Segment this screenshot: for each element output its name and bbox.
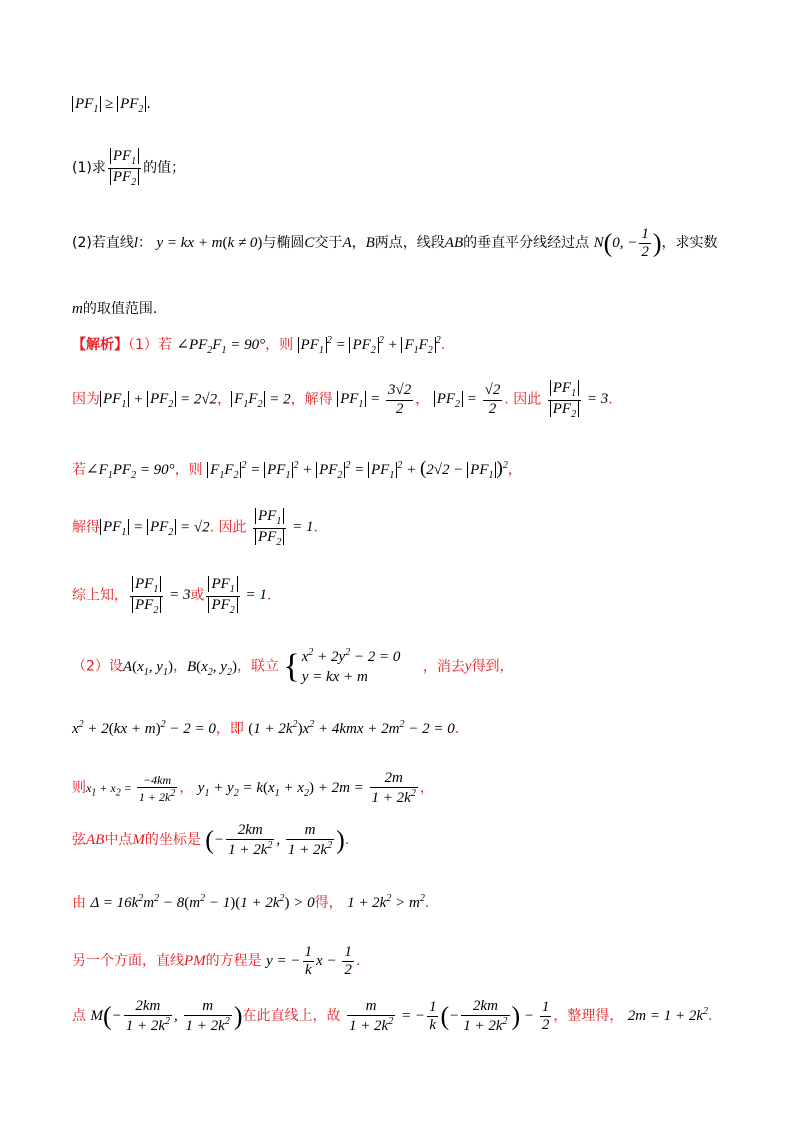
sol-on-line: 在此直线上，故 <box>242 1008 341 1025</box>
condition-line <box>72 96 151 115</box>
sol-point-a: $A(x_1$, $y_1$) <box>122 658 173 678</box>
question-2-cont <box>72 298 157 318</box>
q2-colon: ： <box>138 235 153 252</box>
sol-angle-2: $\angle F_1PF_2 = 90^\circ$ <box>86 462 175 481</box>
solution-line-8 <box>72 770 434 808</box>
sol-sum-y: $y_1 + y_2 = k(x_1 + x_2) + 2m$ = $\frac{2m}{1 + 2k^2}$ <box>197 770 416 807</box>
sol-combine: ，联立 <box>236 658 279 675</box>
sol-then-2: ，则 <box>174 462 203 478</box>
sol-midpoint: 中点 <box>104 832 133 849</box>
sol-comma: ， <box>217 391 232 408</box>
sol-coord-is: 的坐标是 <box>144 832 201 849</box>
q2-segment: AB <box>444 235 464 252</box>
sol-comma-f: ， <box>419 780 434 797</box>
sol-get-2: 得， <box>314 895 343 911</box>
sol-quadratic: $(1 + 2k^2)x^2 + 4kmx + 2m^2 - 2 = 0$ <box>248 719 455 737</box>
sol-chord: 弦 <box>72 832 86 849</box>
sol-sum: $PF_1 + PF_2 = 2√2$ <box>100 391 217 407</box>
sol-angle-1: $\angle PF_2F_1 = 90^\circ$ <box>176 337 266 356</box>
sol-m: M <box>132 832 145 849</box>
sol-dot-12: . <box>708 1008 713 1025</box>
sol-summary: 综上知， <box>72 587 128 604</box>
q2-tail: ，求实数 <box>661 235 718 252</box>
sol-therefore: . 因此 <box>504 391 542 408</box>
solution-line-5 <box>72 576 271 616</box>
sol-ratio-1: $\frac{PF_1}{PF_2}$ = 1 <box>251 519 313 535</box>
sol-solve-2: 解得 <box>72 519 100 536</box>
condition-formula: $PF_1 \ge PF_2$ <box>72 96 146 112</box>
sol-substituted: $x^2 + 2(kx + m)^2 - 2 = 0$ <box>72 719 216 737</box>
sol-dot-1: . <box>440 337 446 353</box>
solution-line-12 <box>72 998 712 1036</box>
sol-then-1: ，则 <box>265 337 294 353</box>
sol-inequality: $1 + 2k^2 > m^2$ <box>347 893 425 911</box>
sol-ab: AB <box>86 832 105 849</box>
q2-prefix: (2)若直线 <box>72 235 134 252</box>
q2-text-c: 两点，线段 <box>374 235 445 252</box>
q1-prefix: (1)求 <box>72 160 106 176</box>
solution-line-1 <box>72 334 445 356</box>
sol-dot-11: . <box>355 953 361 970</box>
solution-line-4 <box>72 508 318 548</box>
solution-tag: 【解析】 <box>72 337 128 353</box>
sol-point-b: $B(x_2$, $y_2$) <box>186 658 237 678</box>
sol-dot-9: . <box>344 832 350 849</box>
sol-comma-c: ， <box>507 462 522 478</box>
q2-range-text: 的取值范围. <box>82 301 158 317</box>
sol-tidy: ，整理得， <box>553 1008 624 1025</box>
sol-dot-2: . <box>608 391 613 408</box>
sol-discriminant: $\Delta = 16k^2m^2 - 8(m^2 - 1)(1 + 2k^2) > 0$ <box>90 893 315 911</box>
solution-line-7 <box>72 718 459 738</box>
sol-if: 若 <box>72 462 86 478</box>
sol-pm: PM <box>184 953 206 970</box>
sol-solve: ，解得 <box>290 391 333 408</box>
sol-pf2-value: $PF_2$ = $\frac{√2}{2}$ <box>434 391 505 407</box>
sol-line-pm: y = − $\frac{1}{k}$ x − $\frac{1}{2}$ <box>266 944 352 979</box>
sol-namely: ，即 <box>215 721 244 737</box>
sol-equal-values: $PF_1 = PF_2 = √2$ <box>100 519 210 535</box>
sol-get: 得到， <box>471 658 514 675</box>
condition-period: . <box>146 96 151 112</box>
sol-midpoint-coord: (− $\frac{2km}{1 + 2k^2}$ , $\frac{m}{1 + 2k^2}$ ) <box>205 822 345 859</box>
sol-ratio-3: $\frac{PF_1}{PF_2}$ = 3 <box>546 391 608 407</box>
sol-dot-4: . <box>313 519 318 536</box>
solution-line-9 <box>72 822 349 860</box>
sol-summary-ratio-3: $\frac{PF_1}{PF_2}$ = 3 <box>128 587 190 603</box>
question-1 <box>72 148 185 188</box>
sol-therefore-2: . 因此 <box>209 519 247 536</box>
sol-sum-x: $x_1 + x_2$ = $\frac{-4km}{1 + 2k^2}$ <box>86 772 176 805</box>
sol-dot-7: . <box>454 721 460 737</box>
q2-line-equation: y = kx + m(k ≠ 0) <box>156 235 263 252</box>
sol-then-3: 则 <box>72 780 86 797</box>
sol-or: 或 <box>190 587 205 604</box>
solution-line-3 <box>72 458 522 481</box>
q2-text-d: 的垂直平分线经过点 <box>463 235 590 252</box>
sol-eliminate: ，消去 <box>422 658 465 675</box>
sol-comma-e: ， <box>179 780 194 797</box>
sol-because: 因为 <box>72 391 100 408</box>
q2-line-name: l <box>133 235 139 252</box>
sol-part1: （1）若 <box>128 337 172 353</box>
sol-system: { $x^2 + 2y^2 - 2 = 0$ y = kx + m <box>283 647 401 685</box>
question-2 <box>72 226 718 262</box>
solution-line-6 <box>72 646 514 687</box>
sol-eq-is: 的方程是 <box>205 953 262 970</box>
q2-sep: ， <box>351 235 366 252</box>
sol-point: 点 <box>72 1008 86 1025</box>
q2-point-n: N(0, − $\frac{1}{2}$ ) <box>593 226 662 261</box>
sol-pythag-1: $PF_1^2 = PF_2^2 + F_1F_2^2$ <box>298 337 441 353</box>
solution-line-2 <box>72 380 613 420</box>
sol-var-y: y <box>464 658 472 675</box>
q1-ratio: $\frac{PF_1}{PF_2}$ <box>108 148 141 188</box>
q1-suffix: 的值； <box>143 160 186 176</box>
solution-line-11 <box>72 944 360 980</box>
q2-var-m: m <box>72 301 83 317</box>
sol-from: 由 <box>72 895 86 911</box>
sol-pf1-value: $PF_1$ = $\frac{3√2}{2}$ <box>337 391 415 407</box>
q2-point-a: A <box>342 235 352 252</box>
sol-substitution: $\frac{m}{1 + 2k^2}$ = − $\frac{1}{k}$ (− $\frac{2km}{1 + 2k^2}$ ) − $\frac{1}{2}$ <box>348 998 550 1035</box>
q2-curve: C <box>304 235 315 252</box>
sol-focal: $F_1F_2 = 2$ <box>231 391 290 407</box>
sol-point-m: M(− $\frac{2km}{1 + 2k^2}$ , $\frac{m}{1 + 2k^2}$ ) <box>90 998 243 1035</box>
sol-dot-10: . <box>424 895 430 911</box>
q2-text-b: 交于 <box>314 235 343 252</box>
q2-point-b: B <box>365 235 375 252</box>
q2-text-a: 与椭圆 <box>262 235 305 252</box>
sol-comma-d: ， <box>172 658 187 675</box>
sol-dot-5: . <box>266 587 272 604</box>
sol-part2: （2）设 <box>72 658 123 675</box>
sol-pythag-2: $F_1F_2^2 = PF_1^2 + PF_2^2 = PF_1^2 + (2√2 - PF_1$ )$^2$ <box>207 462 508 478</box>
sol-other-side: 另一个方面，直线 <box>72 953 184 970</box>
sol-summary-ratio-1: $\frac{PF_1}{PF_2}$ = 1 <box>204 587 266 603</box>
solution-line-10 <box>72 892 429 912</box>
sol-comma-b: ， <box>415 391 430 408</box>
sol-result: $2m = 1 + 2k^2$ <box>627 1006 709 1025</box>
